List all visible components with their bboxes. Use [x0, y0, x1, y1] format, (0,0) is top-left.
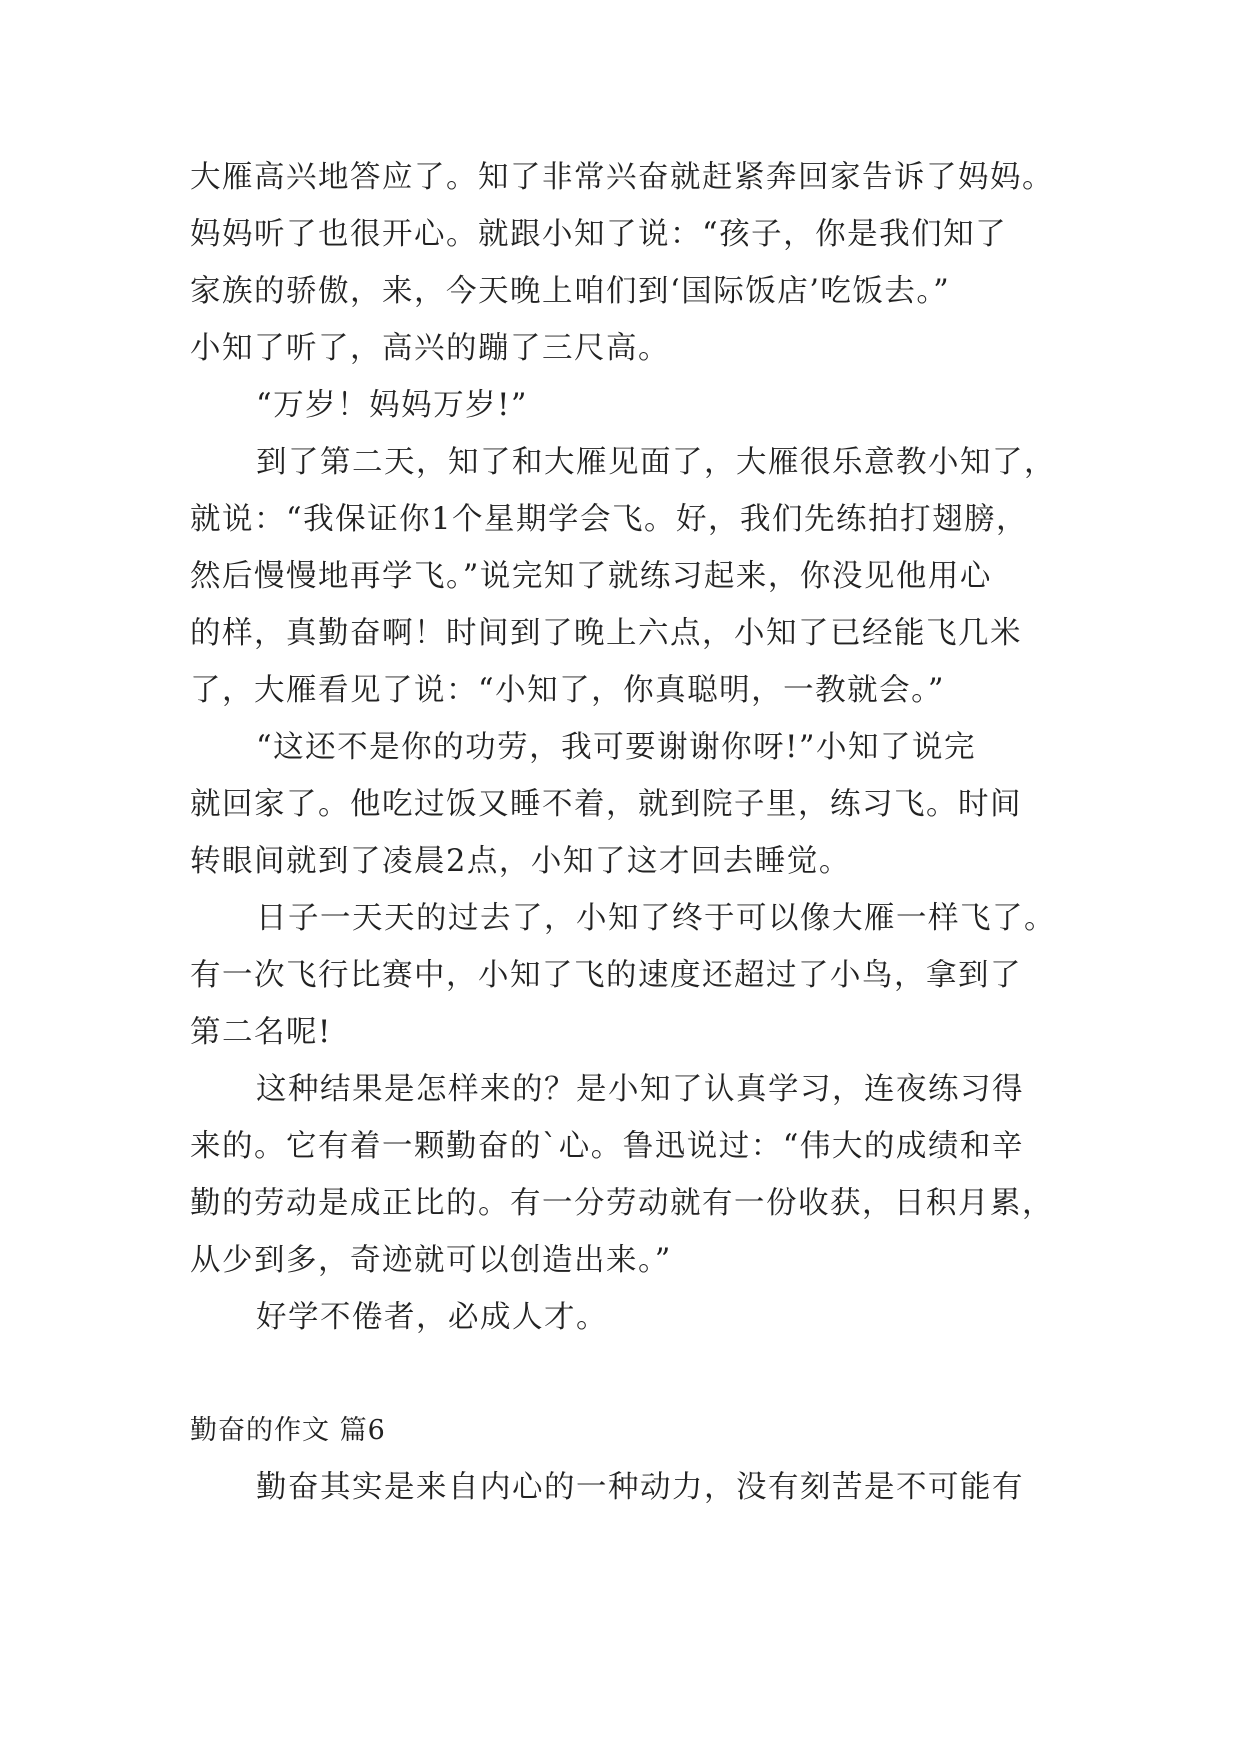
- paragraph-line: 然后慢慢地再学飞。”说完知了就练习起来，你没见他用心: [190, 559, 992, 594]
- paragraph-line: 妈妈听了也很开心。就跟小知了说：“孩子，你是我们知了: [190, 217, 1008, 252]
- paragraph-line: 这种结果是怎样来的？是小知了认真学习，连夜练习得: [256, 1072, 1024, 1107]
- paragraph-line: 小知了听了，高兴的蹦了三尺高。: [190, 331, 670, 366]
- paragraph-line: 第二名呢!: [190, 1015, 332, 1050]
- paragraph-line: 日子一天天的过去了，小知了终于可以像大雁一样飞了。: [256, 901, 1056, 936]
- paragraph-line: 勤的劳动是成正比的。有一分劳动就有一份收获，日积月累，: [190, 1186, 1054, 1221]
- paragraph-line: 好学不倦者，必成人才。: [256, 1300, 608, 1335]
- section-heading: 勤奋的作文 篇6: [190, 1415, 386, 1446]
- paragraph-line: 大雁高兴地答应了。知了非常兴奋就赶紧奔回家告诉了妈妈。: [190, 160, 1054, 195]
- paragraph-line: 就回家了。他吃过饭又睡不着，就到院子里，练习飞。时间: [190, 787, 1022, 822]
- paragraph-line: 从少到多，奇迹就可以创造出来。”: [190, 1243, 672, 1278]
- paragraph-line: 了，大雁看见了说：“小知了，你真聪明，一教就会。”: [190, 673, 945, 708]
- paragraph-line: 来的。它有着一颗勤奋的`心。鲁迅说过：“伟大的成绩和辛: [190, 1129, 1024, 1164]
- paragraph-line: 到了第二天，知了和大雁见面了，大雁很乐意教小知了，: [256, 445, 1056, 480]
- paragraph-line: “这还不是你的功劳，我可要谢谢你呀!”小知了说完: [256, 730, 976, 765]
- paragraph-line: “万岁！妈妈万岁!”: [256, 388, 528, 423]
- paragraph-line: 就说：“我保证你1个星期学会飞。好，我们先练拍打翅膀，: [190, 502, 1028, 537]
- paragraph-line: 家族的骄傲，来，今天晚上咱们到‘国际饭店’吃饭去。”: [190, 274, 951, 309]
- paragraph-line: 的样，真勤奋啊！时间到了晚上六点，小知了已经能飞几米: [190, 616, 1022, 651]
- paragraph-line: 勤奋其实是来自内心的一种动力，没有刻苦是不可能有: [256, 1470, 1024, 1505]
- paragraph-line: 转眼间就到了凌晨2点，小知了这才回去睡觉。: [190, 844, 851, 879]
- paragraph-line: 有一次飞行比赛中，小知了飞的速度还超过了小鸟，拿到了: [190, 958, 1022, 993]
